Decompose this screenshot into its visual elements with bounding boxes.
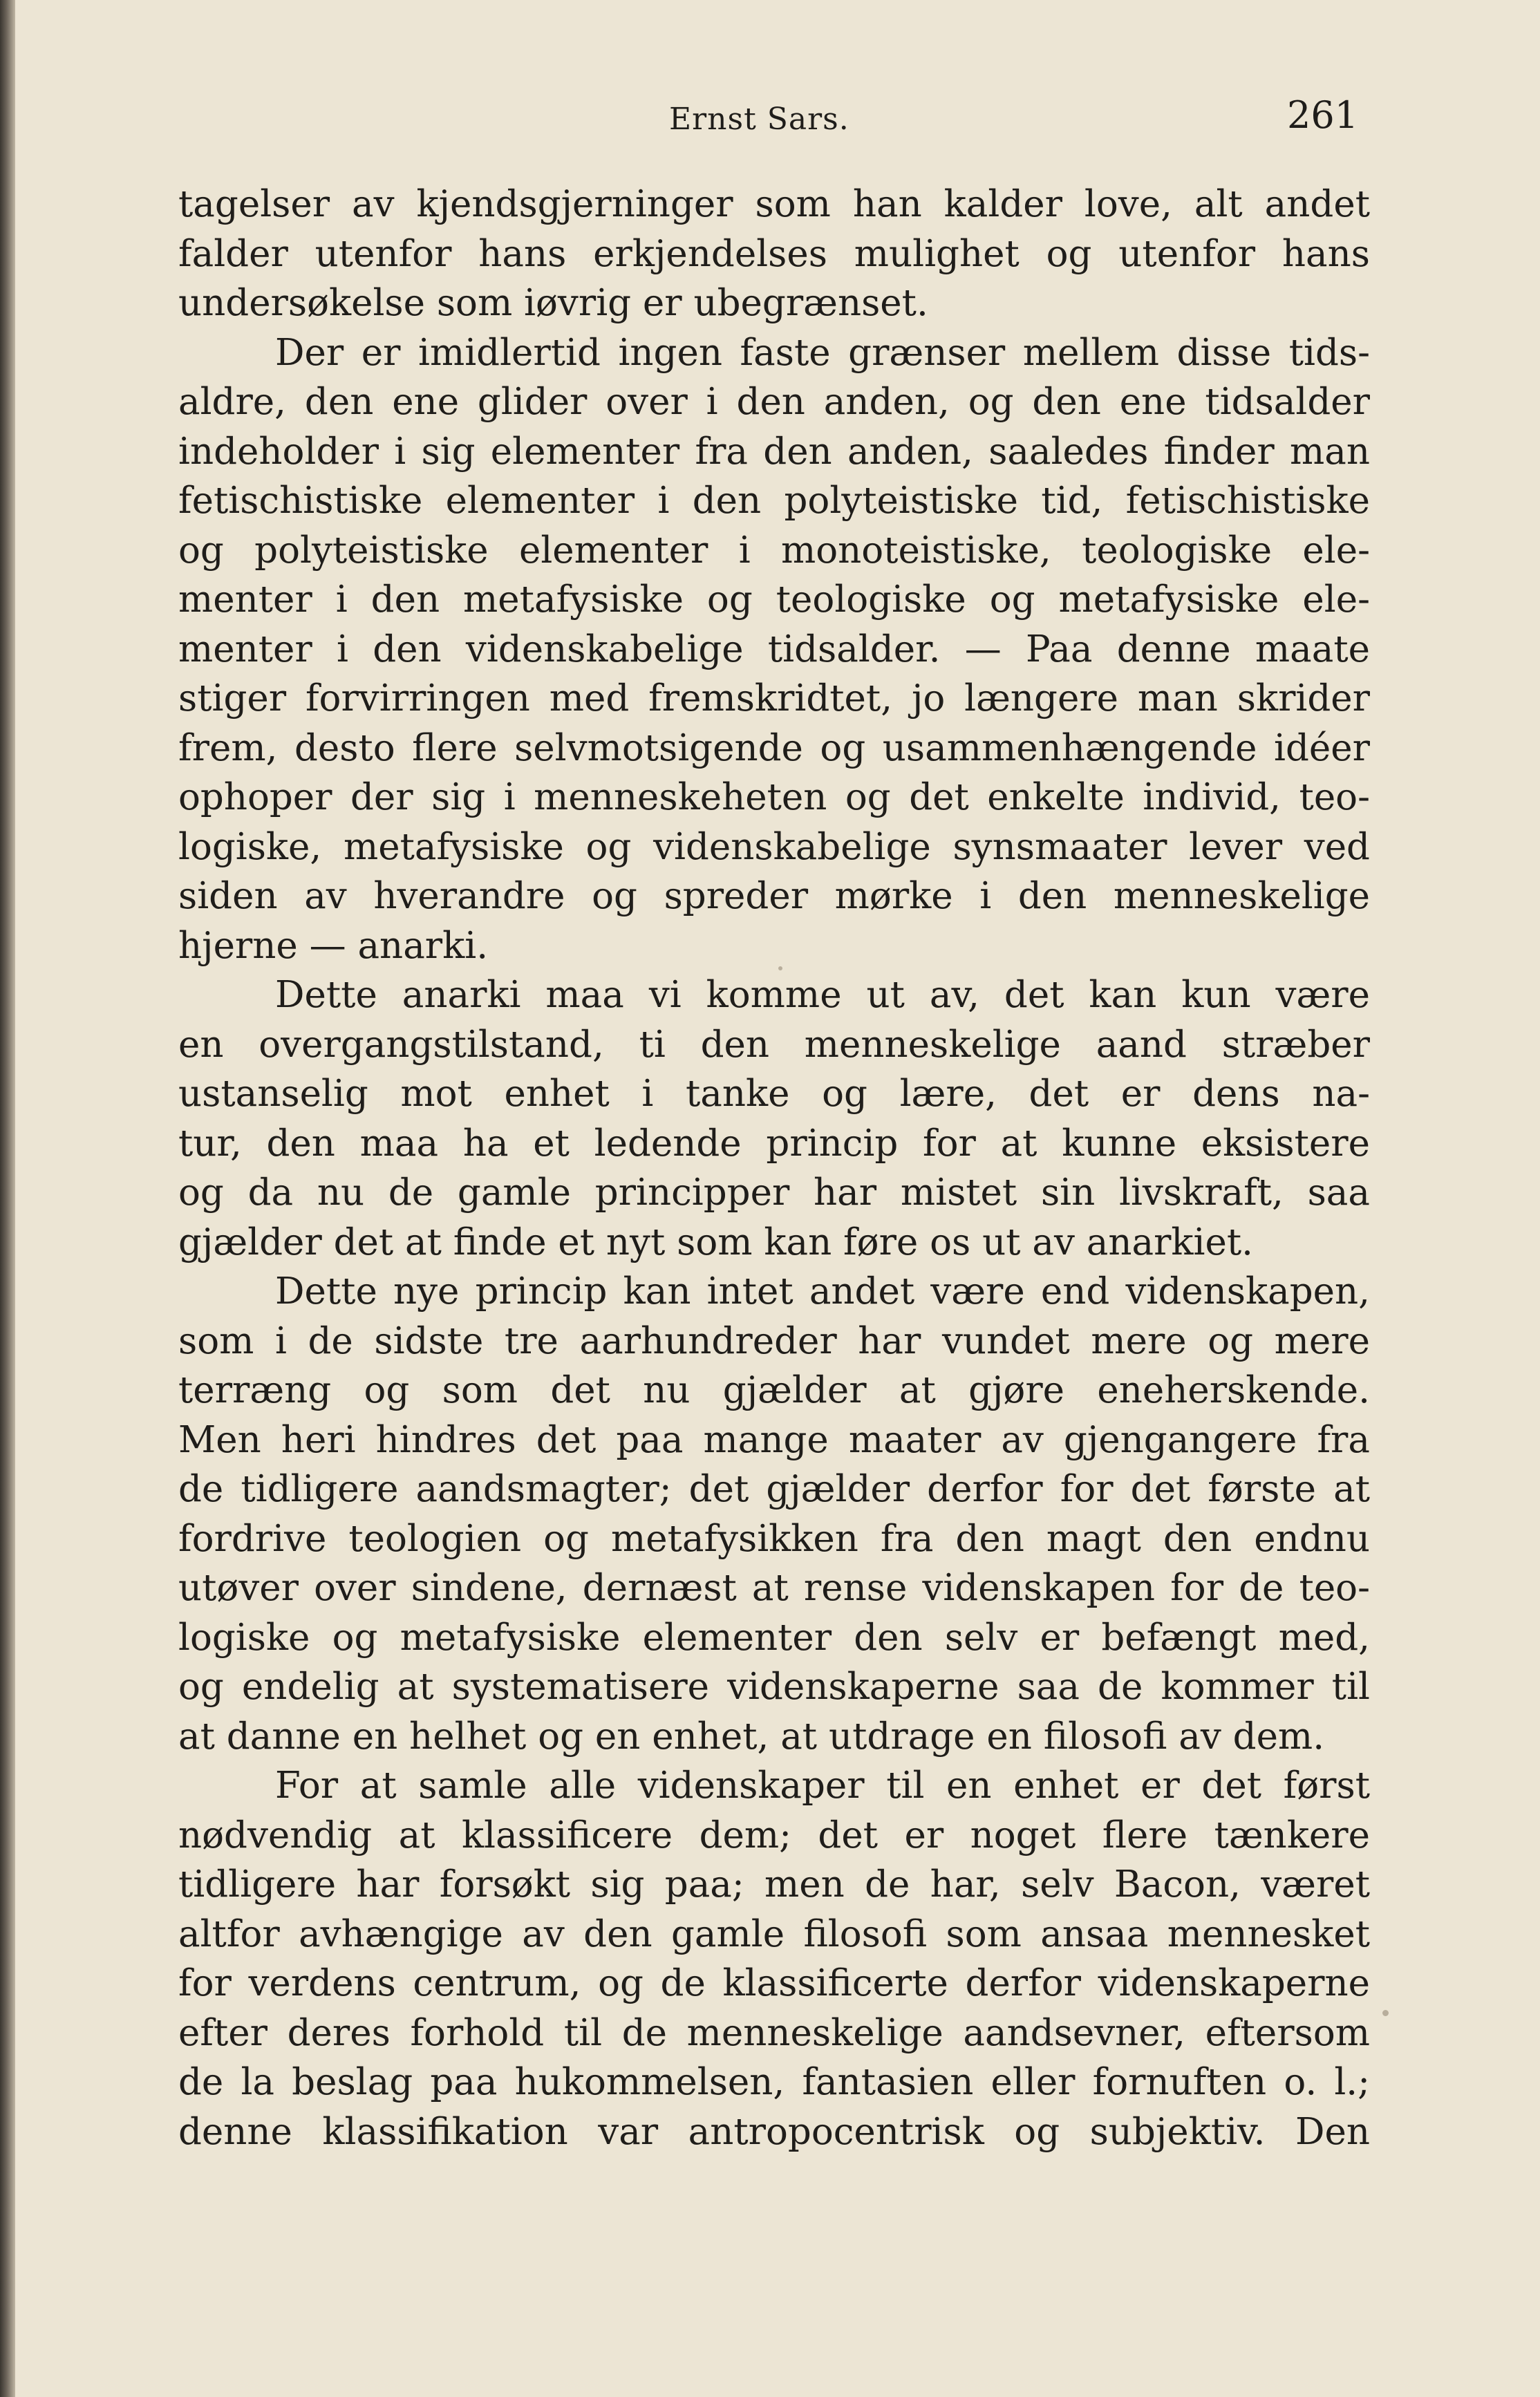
text-line: en overgangstilstand, ti den menneskelige aand stræber [178, 1023, 1370, 1066]
running-head-title: Ernst Sars. [669, 102, 849, 137]
text-line: tur, den maa ha et ledende princip for at kunne eksistere [178, 1122, 1370, 1165]
text-line: altfor avhængige av den gamle filosofi som ansaa mennesket [178, 1912, 1370, 1955]
text-line: og endelig at systematisere videnskaperne saa de kommer til [178, 1666, 1370, 1708]
text-line: de la beslag paa hukommelsen, fantasien eller fornuften o. l.; [178, 2061, 1370, 2103]
text-line: logiske, metafysiske og videnskabelige synsmaater lever ved [178, 825, 1370, 868]
text-line: menter i den metafysiske og teologiske og metafysiske ele- [178, 579, 1370, 621]
text-line: ophoper der sig i menneskeheten og det enkelte individ, teo- [178, 776, 1370, 818]
text-line: de tidligere aandsmagter; det gjælder derfor for det første at [178, 1468, 1370, 1510]
running-head [15, 93, 1540, 149]
text-line: frem, desto flere selvmotsigende og usammenhængende idéer [178, 726, 1370, 769]
text-line: indeholder i sig elementer fra den anden, saaledes finder man [178, 430, 1370, 473]
text-line: som i de sidste tre aarhundreder har vundet mere og mere [178, 1319, 1370, 1362]
page-binding-edge [0, 0, 15, 2397]
book-page [15, 0, 1540, 2397]
text-line: og polyteistiske elementer i monoteistiske, teologiske ele- [178, 529, 1370, 572]
text-line: stiger forvirringen med fremskridtet, jo længere man skrider [178, 677, 1370, 720]
paper-speck [778, 966, 782, 970]
text-line: tagelser av kjendsgjerninger som han kalder love, alt andet [178, 183, 1370, 225]
text-line: siden av hverandre og spreder mørke i den menneskelige [178, 875, 1370, 917]
text-line: efter deres forhold til de menneskelige aandsevner, eftersom [178, 2011, 1370, 2054]
text-line: falder utenfor hans erkjendelses mulighet og utenfor hans [178, 232, 1370, 275]
text-line: hjerne — anarki. [178, 924, 489, 967]
text-line: Dette nye princip kan intet andet være end videnskapen, [275, 1270, 1370, 1313]
text-line: denne klassifikation var antropocentrisk og subjektiv. Den [178, 2110, 1370, 2153]
body-text [178, 180, 1370, 2156]
text-line: at danne en helhet og en enhet, at utdrage en filosofi av dem. [178, 1715, 1325, 1758]
page-number: 261 [1287, 93, 1359, 137]
text-line: og da nu de gamle principper har mistet sin livskraft, saa [178, 1172, 1370, 1214]
text-line: aldre, den ene glider over i den anden, og den ene tidsalder [178, 381, 1370, 423]
text-line: ustanselig mot enhet i tanke og lære, det er dens na- [178, 1073, 1370, 1115]
text-line: nødvendig at klassificere dem; det er noget flere tænkere [178, 1814, 1370, 1856]
text-line: tidligere har forsøkt sig paa; men de har, selv Bacon, været [178, 1863, 1370, 1906]
text-line: Men heri hindres det paa mange maater av gjengangere fra [178, 1418, 1370, 1461]
text-line: For at samle alle videnskaper til en enhet er det først [275, 1765, 1370, 1807]
text-line: undersøkelse som iøvrig er ubegrænset. [178, 282, 928, 324]
text-line: Dette anarki maa vi komme ut av, det kan kun være [275, 974, 1370, 1016]
text-line: fetischistiske elementer i den polyteistiske tid, fetischistiske [178, 480, 1370, 522]
text-line: logiske og metafysiske elementer den selv er befængt med, [178, 1616, 1370, 1659]
text-line: gjælder det at finde et nyt som kan føre os ut av anarkiet. [178, 1221, 1253, 1263]
text-line: utøver over sindene, dernæst at rense videnskapen for de teo- [178, 1567, 1370, 1609]
text-line: for verdens centrum, og de klassificerte derfor videnskaperne [178, 1962, 1370, 2004]
text-line: menter i den videnskabelige tidsalder. — Paa denne maate [178, 628, 1370, 670]
paper-speck [1382, 2010, 1389, 2016]
text-line: terræng og som det nu gjælder at gjøre eneherskende. [178, 1369, 1370, 1411]
text-line: Der er imidlertid ingen faste grænser mellem disse tids- [275, 331, 1370, 374]
text-line: fordrive teologien og metafysikken fra den magt den endnu [178, 1517, 1370, 1560]
